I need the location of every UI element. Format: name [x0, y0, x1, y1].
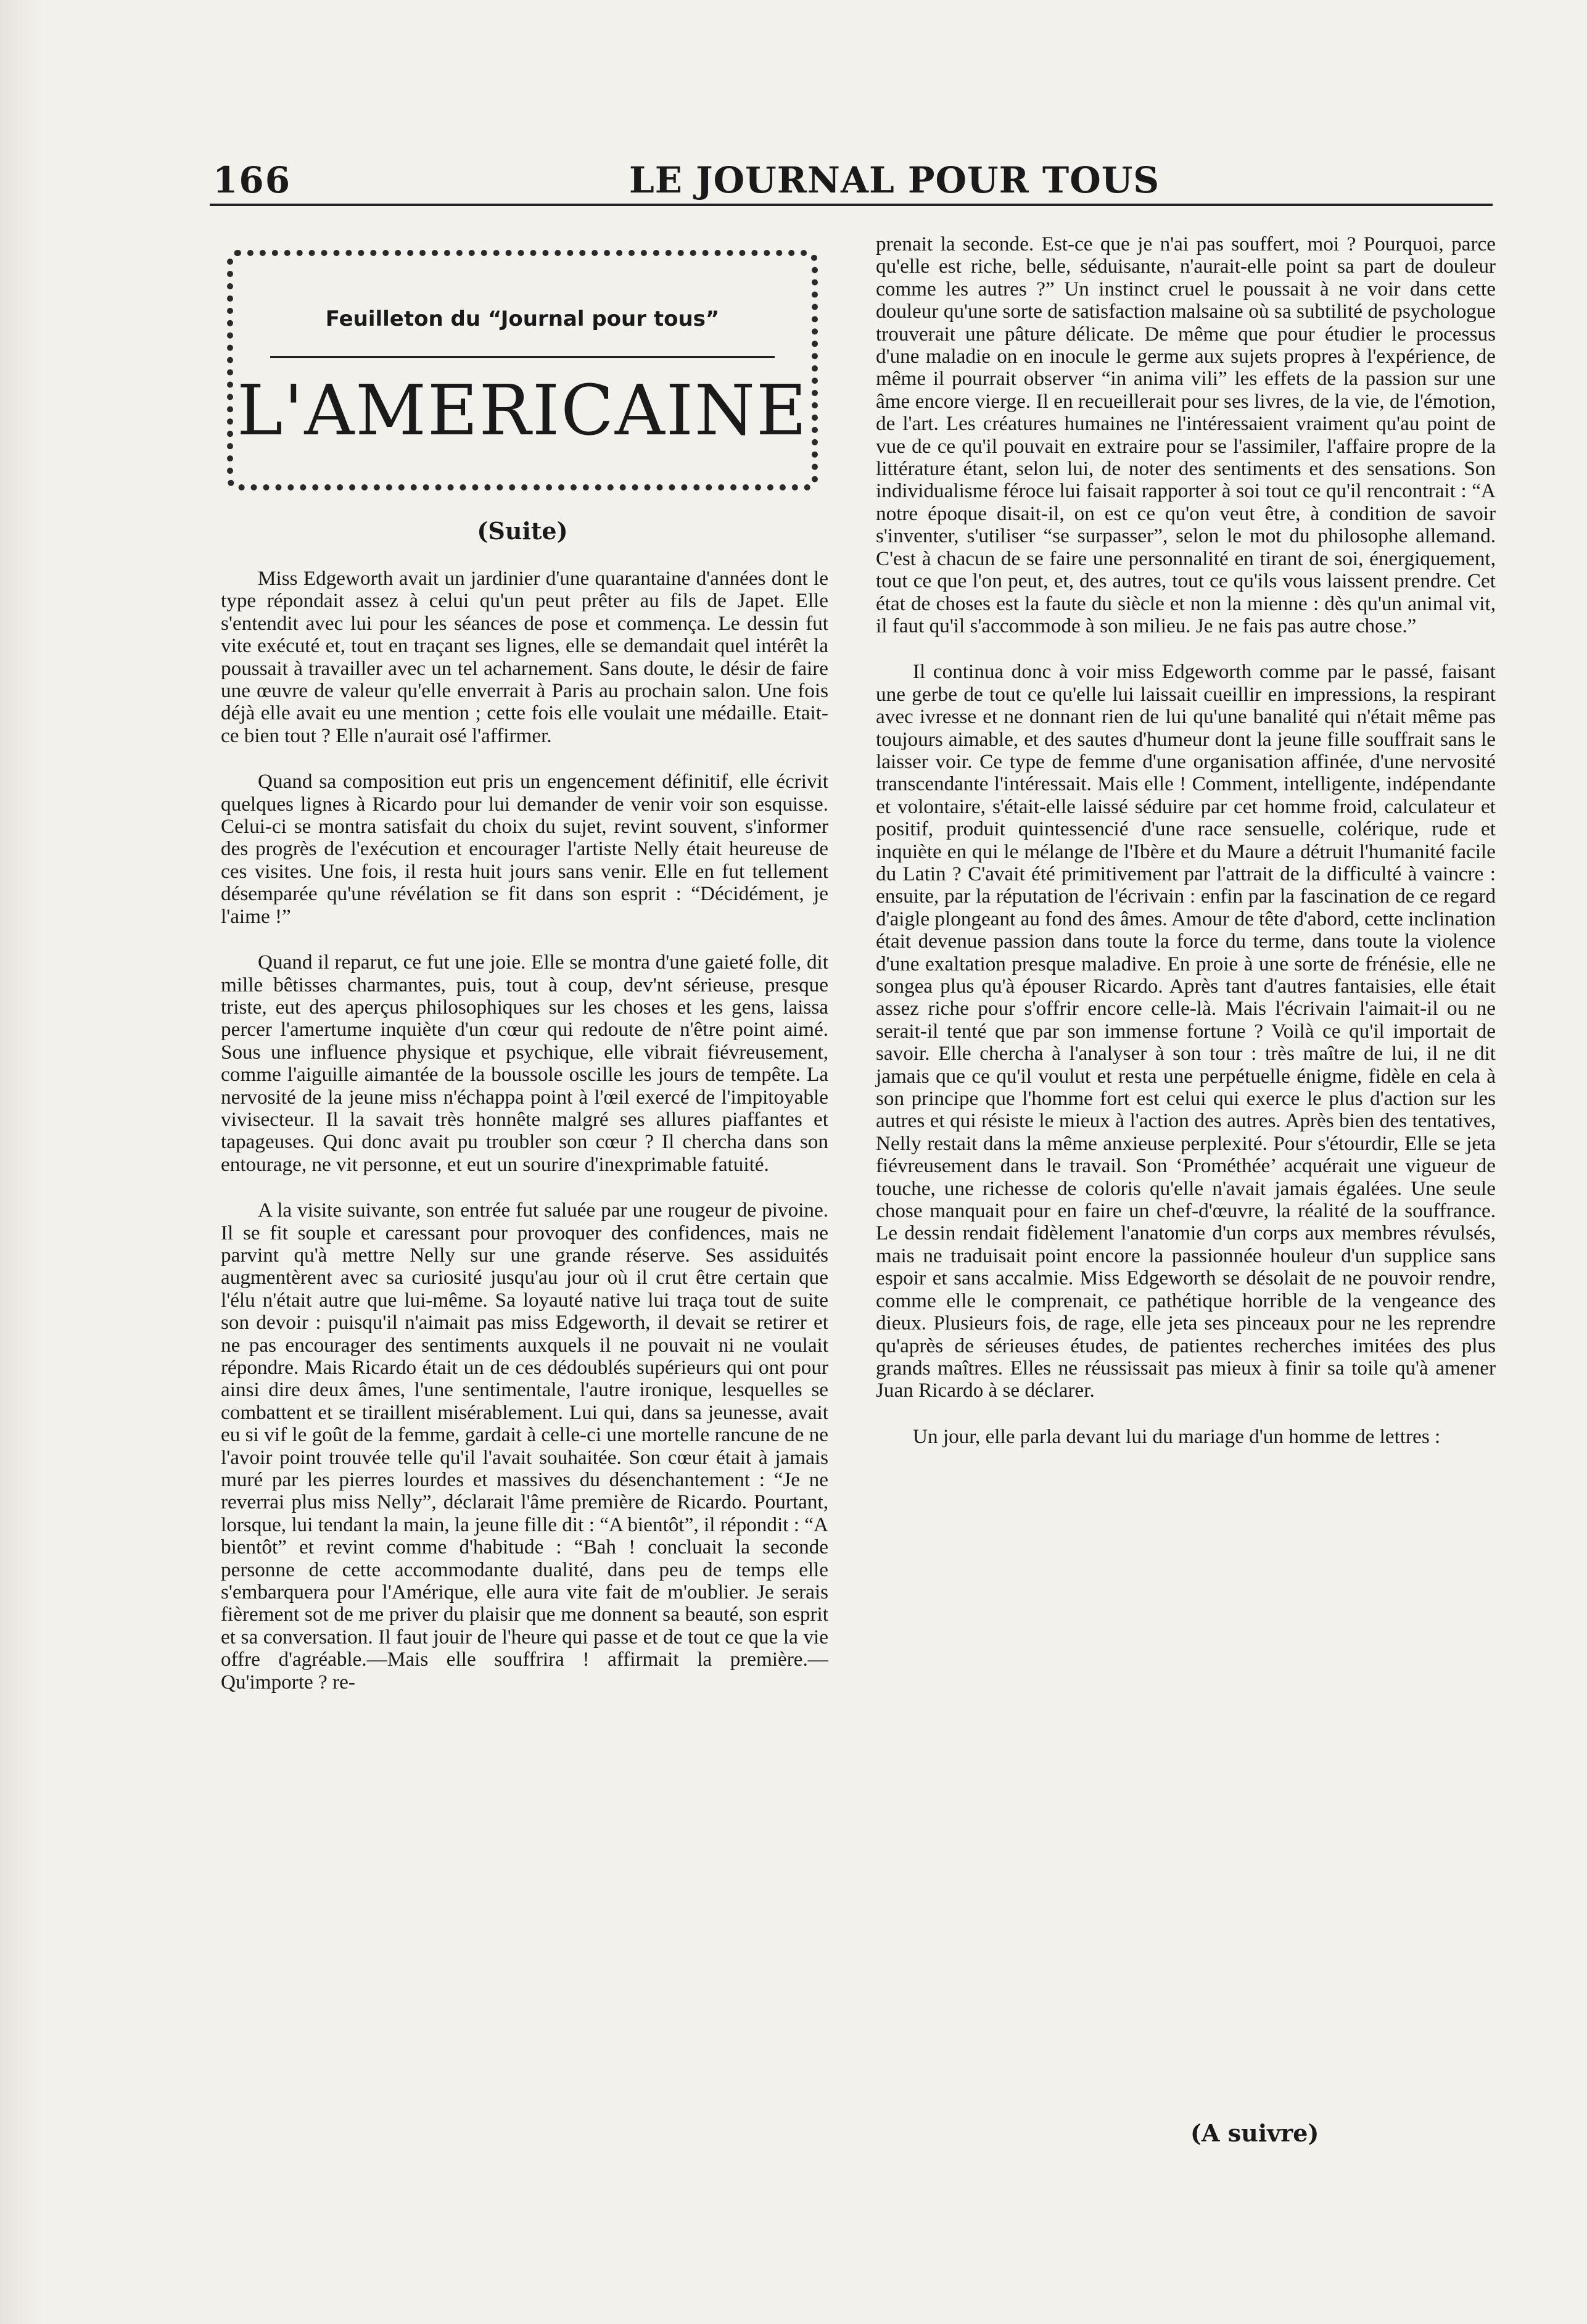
left-column [221, 568, 828, 1717]
running-title: LE JOURNAL POUR TOUS [629, 159, 1160, 201]
banner-rule [270, 356, 775, 358]
suite-label: (Suite) [477, 517, 568, 545]
paragraph: Il continua donc à voir miss Edgeworth comme par le passé, faisant une gerbe de tout ce qu'elle lui laissait cueillir en impressions, la respirant avec ivresse et ne donnant rien de lui qu'une banalité qui n'était même pas toujours aimable, et des sautes d'humeur dont la jeune fille souffrait sans le laisser voir. Ce type de femme d'une organisation affinée, d'une nervosité transcendante l'intéressait. Mais elle ! Comment, intelligente, indépendante et volontaire, s'était-elle laissé séduire par cet homme froid, calculateur et positif, produit quintessencié d'une race sensuelle, colérique, rude et inquiète en qui le mélange de l'Ibère et du Maure a détruit l'humanité facile du Latin ? C'avait été primitivement par l'attrait de la difficulté à vaincre : ensuite, par la réputation de l'écrivain : enfin par la fascination de ce regard d'aigle plongeant au fond des âmes. Amour de tête d'abord, cette inclination était devenue passion dans toute la force du terme, dans toute la violence d'une exaltation presque maladive. En proie à une sorte de frénésie, elle ne songea plus qu'à épouser Ricardo. Après tant d'autres fantaisies, elle était assez riche pour s'offrir encore celle-là. Mais l'écrivain l'aimait-il ou ne serait-il tenté que par son immense fortune ? Voilà ce qu'il importait de savoir. Elle chercha à l'analyser à son tour : très maître de lui, il ne dit jamais que ce qu'il voulut et resta une perpétuelle énigme, fidèle en cela à son principe que l'homme fort est celui qui exerce le plus d'action sur les autres et qui résiste le mieux à l'action des autres. Après bien des tentatives, Nelly restait dans la même anxieuse perplexité. Pour s'étourdir, Elle se jeta fiévreusement dans le travail. Son ‘Prométhée’ acquérait une vigueur de touche, une richesse de coloris qu'elle n'avait jamais égalées. Une seule chose manquait pour en faire un chef-d'œuvre, la réalité de la souffrance. Le dessin rendait fidèlement l'anatomie d'un corps aux membres révulsés, mais ne traduisait point encore la passionnée houleur d'un supplice sans espoir et sans accalmie. Miss Edgeworth se désolait de ne pouvoir rendre, comme elle le comprenait, ce pathétique horrible de la vengeance des dieux. Plusieurs fois, de rage, elle jeta ses pinceaux pour ne les reprendre qu'après de sérieuses études, de patientes recherches imitées des plus grands maîtres. Elles ne réussissait pas mieux à finir sa toile qu'à amener Juan Ricardo à se déclarer. [876, 660, 1496, 1402]
right-column [876, 233, 1496, 1448]
header-rule [210, 204, 1493, 206]
page-edge-shadow [0, 0, 43, 2324]
continued-label: (A suivre) [1190, 2119, 1319, 2147]
paragraph: Un jour, elle parla devant lui du mariage d'un homme de lettres : [913, 1425, 1441, 1448]
banner-subtitle: Feuilleton du “Journal pour tous” [325, 307, 720, 331]
banner-ornamental-border [227, 250, 818, 490]
paragraph: A la visite suivante, son entrée fut saluée par une rougeur de pivoine. Il se fit souple et caressant pour provoquer des confidences, mais ne parvint qu'à mettre Nelly sur une grande réserve. Ses assiduités augmentèrent avec sa curiosité jusqu'au jour où il crut être certain que l'élu n'était autre que lui-même. Sa loyauté native lui traça tout de suite son devoir : puisqu'il n'aimait pas miss Edgeworth, il devait se retirer et ne pas encourager des sentiments auxquels il ne pouvait ni ne voulait répondre. Mais Ricardo était un de ces dédoublés supérieurs qui ont pour ainsi dire deux âmes, l'une sentimentale, l'autre ironique, lesquelles se combattent et se tiraillent misérablement. Lui qui, dans sa jeunesse, avait eu si vif le goût de la femme, gardait à celle-ci une mortelle rancune de ne l'avoir point trouvée telle qu'il l'avait souhaitée. Son cœur était à jamais muré par les pierres lourdes et massives du désenchantement : “Je ne reverrai plus miss Nelly”, déclarait l'âme première de Ricardo. Pourtant, lorsque, lui tendant la main, la jeune fille dit : “A bientôt”, il répondit : “A bientôt” et revint comme d'habitude : “Bah ! concluait la seconde personne de cette accommodante dualité, dans peu de temps elle s'embarquera pour l'Amérique, elle aura vite fait de m'oublier. Je serais fièrement sot de me priver du plaisir que me donnent sa beauté, son esprit et sa conversation. Il faut jouir de l'heure qui passe et de tout ce que la vie offre d'agréable.—Mais elle souffrira ! affirmait la première.—Qu'importe ? re- [221, 1199, 828, 1693]
paragraph: Miss Edgeworth avait un jardinier d'une quarantaine d'années dont le type répondait assez à celui qu'un peut prêter au fils de Japet. Elle s'entendit avec lui pour les séances de pose et commença. Le dessin fut vite exécuté et, tout en traçant ses lignes, elle se demandait quel intérêt la poussait à travailler avec un tel acharnement. Sans doute, le désir de faire une œuvre de valeur qu'elle enverrait à Paris au prochain salon. Une fois déjà elle avait eu une mention ; cette fois elle voulait une médaille. Etait-ce bien tout ? Elle n'aurait osé l'affirmer. [221, 567, 828, 747]
page-number: 166 [213, 159, 292, 201]
feuilleton-banner [227, 250, 818, 490]
paragraph: Quand il reparut, ce fut une joie. Elle se montra d'une gaieté folle, dit mille bêtisses charmantes, puis, tout à coup, dev'nt sérieuse, presque triste, eut des aperçus philosophiques sur les choses et les gens, laissa percer l'amertume inquiète d'un cœur qui redoute de n'être point aimé. Sous une influence physique et psychique, elle vibrait fiévreusement, comme l'aiguille aimantée de la boussole oscille les jours de tempête. La nervosité de la jeune miss n'échappa point à l'œil exercé de l'impitoyable vivisecteur. Il la savait très honnête malgré ses allures piaffantes et tapageuses. Qui donc avait pu troubler son cœur ? Il chercha dans son entourage, ne vit personne, et eut un sourire d'inexprimable fatuité. [221, 951, 828, 1176]
paragraph: prenait la seconde. Est-ce que je n'ai pas souffert, moi ? Pourquoi, parce qu'elle est riche, belle, séduisante, n'aurait-elle point sa part de douleur comme les autres ?” Un instinct cruel le poussait à ne voir dans cette douleur qu'une sorte de satisfaction malsaine où sa subtilité de psychologue trouverait une pâture délicate. De même que pour étudier le processus d'une maladie on en inocule le germe aux sujets propres à l'expérience, de même il pourrait observer “in anima vili” les effets de la passion sur une âme encore vierge. Il en recueillerait pour ses livres, de la vie, de l'émotion, de l'art. Les créatures humaines ne l'intéressaient vraiment qu'au point de vue de ce qu'il pouvait en extraire pour se l'assimiler, l'affaire propre de la littérature étant, selon lui, de noter des sentiments et des sensations. Son individualisme féroce lui faisait rapporter à soi tout ce qu'il rencontrait : “A notre époque disait-il, on est ce qu'on veut être, à condition de savoir s'inventer, s'utiliser “se surpasser”, selon le mot du philosophe allemand. C'est à chacun de se faire une personnalité en tirant de soi, énergiquement, tout ce que l'on peut, et, des autres, tout ce qu'ils vous laissent prendre. Cet état de choses est la faute du siècle et non la mienne : dès qu'un animal vit, il faut qu'il s'accommode à son milieu. Je ne fais pas autre chose.” [876, 233, 1496, 637]
paragraph: Quand sa composition eut pris un engencement définitif, elle écrivit quelques lignes à Ricardo pour lui demander de venir voir son esquisse. Celui-ci se montra satisfait du choix du sujet, revint souvent, s'informer des progrès de l'exécution et encourager l'artiste Nelly était heureuse de ces visites. Une fois, il resta huit jours sans venir. Elle en fut tellement désemparée qu'une révélation se fit dans son esprit : “Décidément, je l'aime !” [221, 770, 828, 928]
banner-title: L'AMERICAINE [237, 371, 808, 451]
